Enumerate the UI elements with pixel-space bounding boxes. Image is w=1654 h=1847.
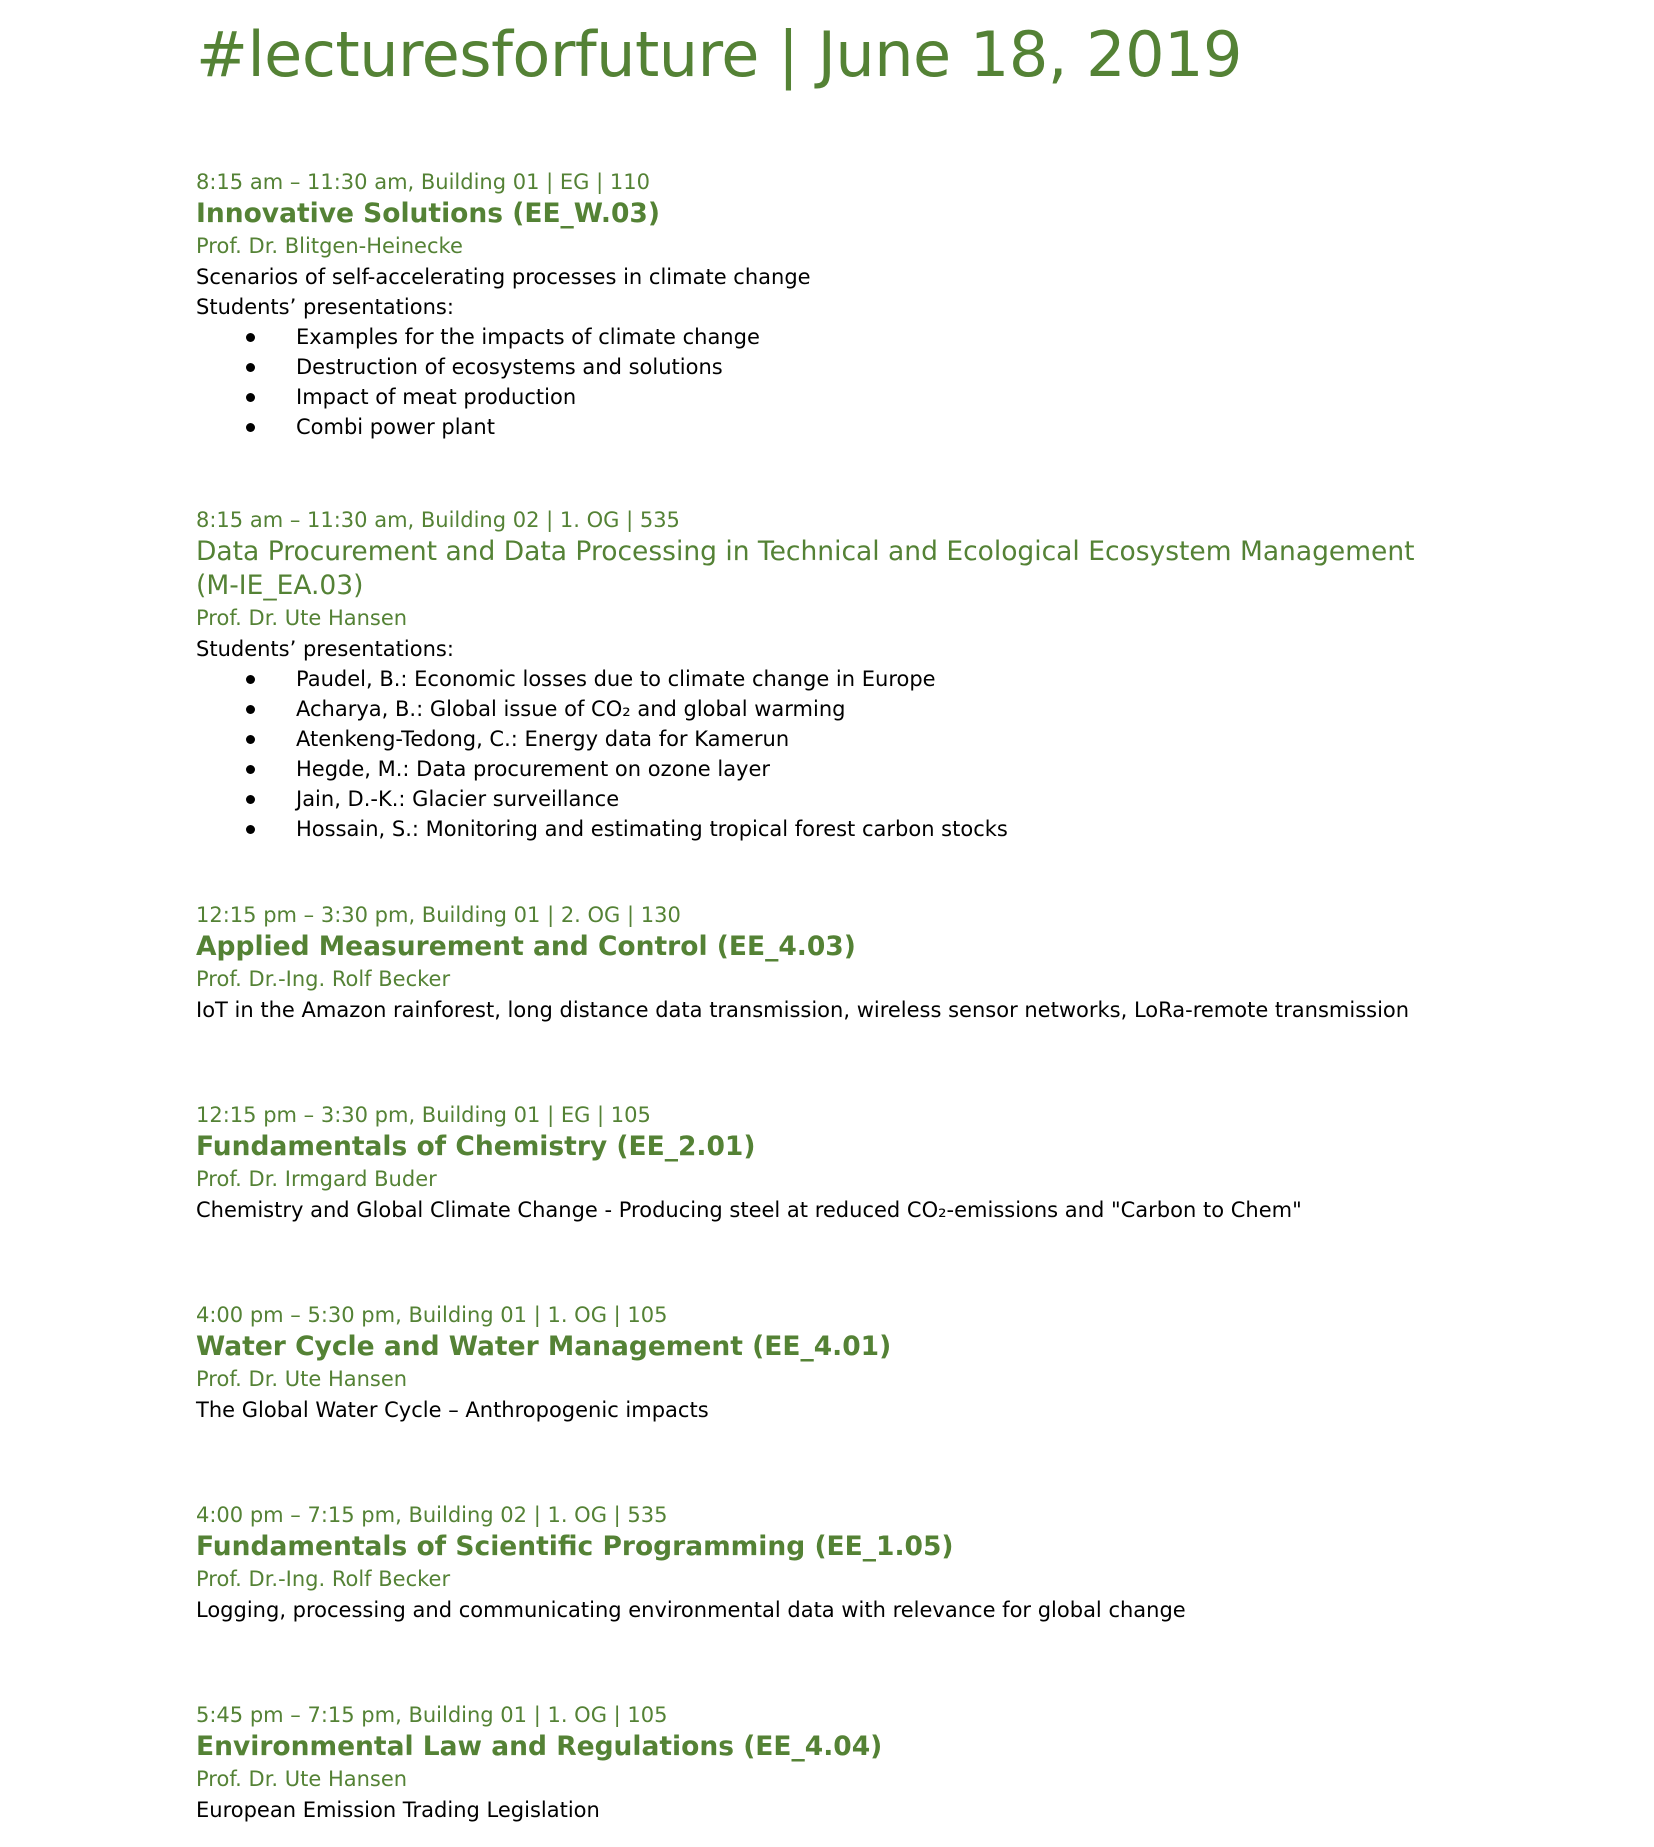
session-description: IoT in the Amazon rainforest, long distance data transmission, wireless sensor networks, LoRa-remote transmission bbox=[196, 998, 1410, 1022]
presentation-list bbox=[196, 322, 1456, 442]
presentations-heading: Students’ presentations: bbox=[196, 637, 454, 661]
list-item-text: Paudel, B.: Economic losses due to climate change in Europe bbox=[296, 667, 936, 691]
session-block bbox=[196, 1300, 1456, 1425]
professor-name: Prof. Dr. Irmgard Buder bbox=[196, 1167, 437, 1191]
list-item-text: Hossain, S.: Monitoring and estimating tropical forest carbon stocks bbox=[296, 817, 1008, 841]
list-item bbox=[196, 352, 1456, 382]
session-block bbox=[196, 1100, 1456, 1225]
bullet-icon bbox=[246, 675, 255, 684]
professor-name: Prof. Dr. Ute Hansen bbox=[196, 1767, 408, 1791]
course-title: Applied Measurement and Control (EE_4.03) bbox=[196, 931, 856, 962]
session-time-location: 12:15 pm – 3:30 pm, Building 01 | 2. OG | 130 bbox=[196, 903, 681, 927]
session-description: The Global Water Cycle – Anthropogenic impacts bbox=[196, 1398, 709, 1422]
session-time-location: 4:00 pm – 7:15 pm, Building 02 | 1. OG | 535 bbox=[196, 1503, 668, 1527]
session-block bbox=[196, 900, 1456, 1025]
session-time-location: 4:00 pm – 5:30 pm, Building 01 | 1. OG | 105 bbox=[196, 1303, 668, 1327]
bullet-icon bbox=[246, 795, 255, 804]
bullet-icon bbox=[246, 393, 255, 402]
professor-name: Prof. Dr.-Ing. Rolf Becker bbox=[196, 1567, 451, 1591]
bullet-icon bbox=[246, 705, 255, 714]
course-title: Fundamentals of Chemistry (EE_2.01) bbox=[196, 1131, 756, 1162]
bullet-icon bbox=[246, 333, 255, 342]
course-title bbox=[196, 535, 1456, 603]
course-title-line: (M-IE_EA.03) bbox=[196, 570, 364, 601]
bullet-icon bbox=[246, 735, 255, 744]
session-time-location: 12:15 pm – 3:30 pm, Building 01 | EG | 105 bbox=[196, 1103, 651, 1127]
session-block bbox=[196, 1700, 1456, 1825]
bullet-icon bbox=[246, 765, 255, 774]
list-item bbox=[196, 664, 1456, 694]
course-title: Water Cycle and Water Management (EE_4.01) bbox=[196, 1331, 892, 1362]
session-time-location: 5:45 pm – 7:15 pm, Building 01 | 1. OG | 105 bbox=[196, 1703, 668, 1727]
session-description: Chemistry and Global Climate Change - Producing steel at reduced CO₂-emissions and "Carbon to Chem" bbox=[196, 1198, 1302, 1222]
list-item-text: Destruction of ecosystems and solutions bbox=[296, 355, 723, 379]
list-item bbox=[196, 724, 1456, 754]
list-item bbox=[196, 694, 1456, 724]
bullet-icon bbox=[246, 423, 255, 432]
list-item bbox=[196, 754, 1456, 784]
professor-name: Prof. Dr.-Ing. Rolf Becker bbox=[196, 967, 451, 991]
session-description: Logging, processing and communicating environmental data with relevance for global change bbox=[196, 1598, 1186, 1622]
presentation-list bbox=[196, 664, 1456, 844]
list-item bbox=[196, 784, 1456, 814]
page-title: #lecturesforfuture | June 18, 2019 bbox=[196, 18, 1242, 91]
session-description: European Emission Trading Legislation bbox=[196, 1798, 600, 1822]
bullet-icon bbox=[246, 825, 255, 834]
course-title-line: Data Procurement and Data Processing in Technical and Ecological Ecosystem Management bbox=[196, 536, 1415, 567]
list-item-text: Hegde, M.: Data procurement on ozone layer bbox=[296, 757, 771, 781]
list-item-text: Acharya, B.: Global issue of CO₂ and global warming bbox=[296, 697, 846, 721]
list-item-text: Atenkeng-Tedong, C.: Energy data for Kamerun bbox=[296, 727, 790, 751]
session-time-location: 8:15 am – 11:30 am, Building 01 | EG | 110 bbox=[196, 170, 650, 194]
session-block bbox=[196, 167, 1456, 442]
session-block bbox=[196, 1500, 1456, 1625]
professor-name: Prof. Dr. Blitgen-Heinecke bbox=[196, 234, 463, 258]
course-title: Innovative Solutions (EE_W.03) bbox=[196, 198, 660, 229]
list-item bbox=[196, 322, 1456, 352]
list-item-text: Impact of meat production bbox=[296, 385, 577, 409]
professor-name: Prof. Dr. Ute Hansen bbox=[196, 1367, 408, 1391]
professor-name: Prof. Dr. Ute Hansen bbox=[196, 606, 408, 630]
course-title: Environmental Law and Regulations (EE_4.04) bbox=[196, 1731, 883, 1762]
session-description: Scenarios of self-accelerating processes in climate change bbox=[196, 265, 811, 289]
list-item-text: Examples for the impacts of climate change bbox=[296, 325, 760, 349]
presentations-heading: Students’ presentations: bbox=[196, 295, 454, 319]
list-item-text: Combi power plant bbox=[296, 415, 495, 439]
list-item-text: Jain, D.-K.: Glacier surveillance bbox=[296, 787, 620, 811]
list-item bbox=[196, 382, 1456, 412]
list-item bbox=[196, 814, 1456, 844]
course-title: Fundamentals of Scientific Programming (EE_1.05) bbox=[196, 1531, 954, 1562]
session-block bbox=[196, 505, 1456, 844]
bullet-icon bbox=[246, 363, 255, 372]
list-item bbox=[196, 412, 1456, 442]
session-time-location: 8:15 am – 11:30 am, Building 02 | 1. OG | 535 bbox=[196, 508, 680, 532]
